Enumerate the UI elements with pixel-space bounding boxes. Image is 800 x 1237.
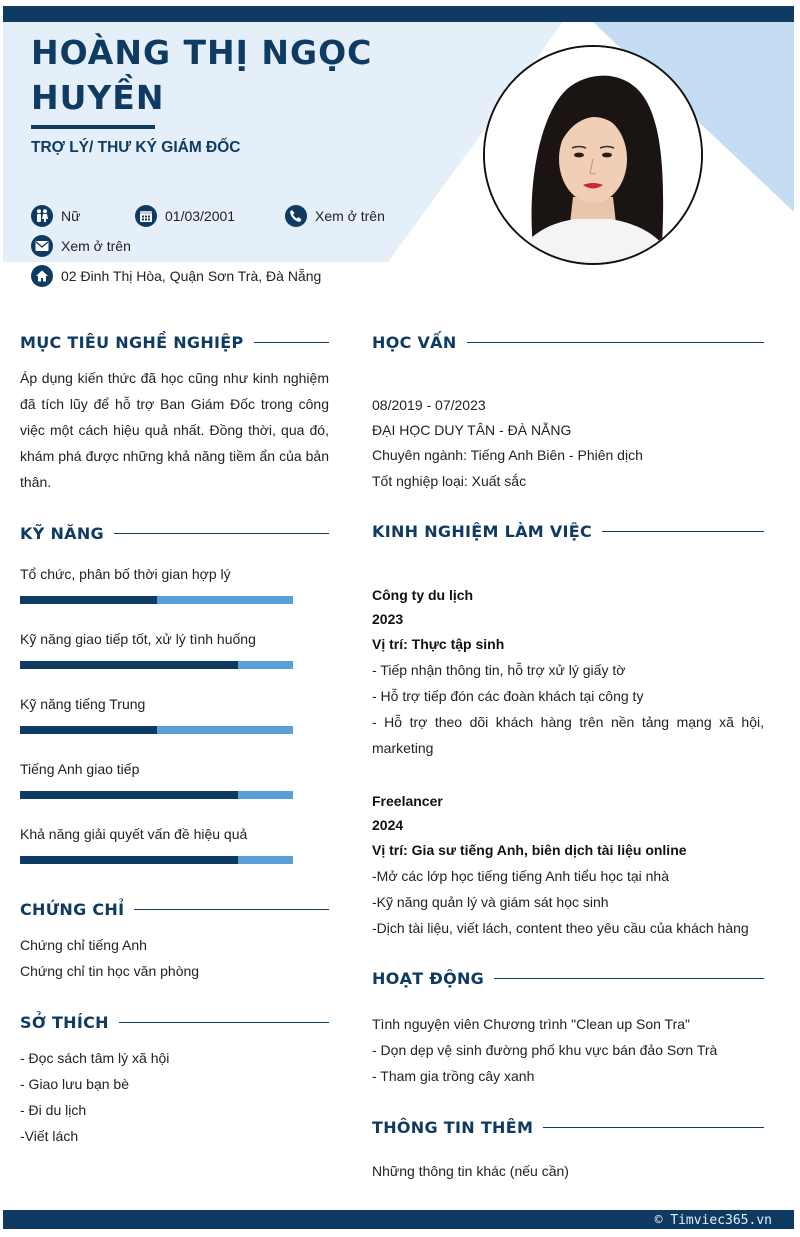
email-value: Xem ở trên: [61, 238, 131, 254]
objective-section-title: [20, 333, 329, 352]
contact-phone: [285, 205, 385, 227]
top-bar: [3, 6, 794, 22]
skill-bar-fill: [20, 596, 157, 604]
skill-bar-fill: [20, 726, 157, 734]
hobbies-title-text: SỞ THÍCH: [20, 1013, 109, 1032]
skill-bar: [20, 856, 293, 864]
education-title-text: HỌC VẤN: [372, 333, 457, 352]
phone-value: Xem ở trên: [315, 208, 385, 224]
skill-label: Tiếng Anh giao tiếp: [20, 761, 140, 777]
skill-bar: [20, 726, 293, 734]
skills-title-line: [114, 533, 329, 534]
profile-photo: [483, 45, 703, 265]
address-value: 02 Đinh Thị Hòa, Quận Sơn Trà, Đà Nẵng: [61, 268, 322, 284]
skill-label: Tổ chức, phân bố thời gian hợp lý: [20, 566, 231, 582]
skills-title-text: KỸ NĂNG: [20, 524, 104, 543]
objective-text: Áp dụng kiến thức đã học cũng như kinh nghiệm đã tích lũy để hỗ trợ Ban Giám Đốc trong công việc một cách hiệu quả nhất. Đồng thời, qua đó, khám phá được những khả năng tiềm ẩn của bản thân.: [20, 370, 329, 490]
birthday-value: 01/03/2001: [165, 208, 236, 224]
job-year: 2024: [372, 817, 404, 833]
skill-bar: [20, 791, 293, 799]
education-section-title: [372, 333, 764, 352]
job-task: - Hỗ trợ theo dõi khách hàng trên nền tảng mạng xã hội, marketing: [372, 714, 764, 756]
job-company: Công ty du lịch: [372, 587, 474, 603]
name-underline: [31, 125, 155, 129]
skill-bar: [20, 661, 293, 669]
skill-bar-fill: [20, 856, 238, 864]
job-title: TRỢ LÝ/ THƯ KÝ GIÁM ĐỐC: [31, 139, 241, 156]
skill-label: Khả năng giải quyết vấn đề hiệu quả: [20, 826, 248, 842]
contact-email: [31, 235, 131, 257]
objective-title-line: [254, 342, 329, 343]
skill-bar-fill: [20, 791, 238, 799]
job-position: Vị trí: Gia sư tiếng Anh, biên dịch tài liệu online: [372, 842, 687, 858]
job-company: Freelancer: [372, 793, 443, 809]
hobby-item: -Viết lách: [20, 1128, 79, 1144]
hobby-item: - Đi du lịch: [20, 1102, 87, 1118]
certificates-section-title: [20, 900, 329, 919]
candidate-name-line1: HOÀNG THỊ NGỌC: [31, 33, 373, 72]
gender-value: Nữ: [61, 208, 81, 224]
calendar-icon: [135, 205, 157, 227]
skill-label: Kỹ năng tiếng Trung: [20, 696, 146, 712]
education-period: 08/2019 - 07/2023: [372, 397, 486, 413]
certificates-title-text: CHỨNG CHỈ: [20, 900, 125, 919]
education-title-line: [467, 342, 764, 343]
job-task: - Hỗ trợ tiếp đón các đoàn khách tại công ty: [372, 688, 644, 704]
hobby-item: - Giao lưu bạn bè: [20, 1076, 129, 1092]
skill-bar-fill: [20, 661, 238, 669]
more-info-text: Những thông tin khác (nếu cần): [372, 1163, 569, 1179]
job-position: Vị trí: Thực tập sinh: [372, 636, 505, 652]
job-task: -Kỹ năng quản lý và giám sát học sinh: [372, 894, 609, 910]
candidate-name: [31, 30, 451, 120]
hobbies-section-title: [20, 1013, 329, 1032]
hobbies-title-line: [119, 1022, 329, 1023]
activity-item: Tình nguyện viên Chương trình "Clean up Son Tra": [372, 1016, 691, 1032]
education-school: ĐẠI HỌC DUY TÂN - ĐÀ NẴNG: [372, 422, 572, 438]
activity-item: - Tham gia trồng cây xanh: [372, 1068, 535, 1084]
job-task: -Mở các lớp học tiếng tiếng Anh tiểu học tại nhà: [372, 868, 669, 884]
skill-bar: [20, 596, 293, 604]
more-info-title-text: THÔNG TIN THÊM: [372, 1118, 534, 1137]
certificate-item: Chứng chỉ tin học văn phòng: [20, 963, 200, 979]
hobby-item: - Đọc sách tâm lý xã hội: [20, 1050, 170, 1066]
contact-gender: [31, 205, 80, 227]
objective-title-text: MỤC TIÊU NGHỀ NGHIỆP: [20, 333, 244, 352]
gender-icon: [31, 205, 53, 227]
candidate-name-line2: HUYỀN: [31, 78, 165, 117]
contact-birthday: [135, 205, 235, 227]
job-task: - Tiếp nhận thông tin, hỗ trợ xử lý giấy tờ: [372, 662, 626, 678]
home-icon: [31, 265, 53, 287]
more-info-section-title: [372, 1118, 764, 1137]
experience-title-text: KINH NGHIỆM LÀM VIỆC: [372, 522, 593, 541]
contact-address: [31, 265, 321, 287]
certificates-title-line: [134, 909, 329, 910]
activities-title-line: [494, 978, 764, 979]
education-grade: Tốt nghiệp loại: Xuất sắc: [372, 473, 527, 489]
certificate-item: Chứng chỉ tiếng Anh: [20, 937, 147, 953]
experience-title-line: [602, 531, 764, 532]
email-icon: [31, 235, 53, 257]
experience-section-title: [372, 522, 764, 541]
education-major: Chuyên ngành: Tiếng Anh Biên - Phiên dịch: [372, 447, 643, 463]
activity-item: - Dọn dẹp vệ sinh đường phố khu vực bán đảo Sơn Trà: [372, 1042, 718, 1058]
job-year: 2023: [372, 611, 404, 627]
phone-icon: [285, 205, 307, 227]
skill-label: Kỹ năng giao tiếp tốt, xử lý tình huống: [20, 631, 256, 647]
copyright-text: © Timviec365.vn: [654, 1213, 772, 1228]
job-task: -Dịch tài liệu, viết lách, content theo yêu cầu của khách hàng: [372, 920, 749, 936]
activities-section-title: [372, 969, 764, 988]
more-info-title-line: [543, 1127, 764, 1128]
activities-title-text: HOẠT ĐỘNG: [372, 969, 485, 988]
skills-section-title: [20, 524, 329, 543]
